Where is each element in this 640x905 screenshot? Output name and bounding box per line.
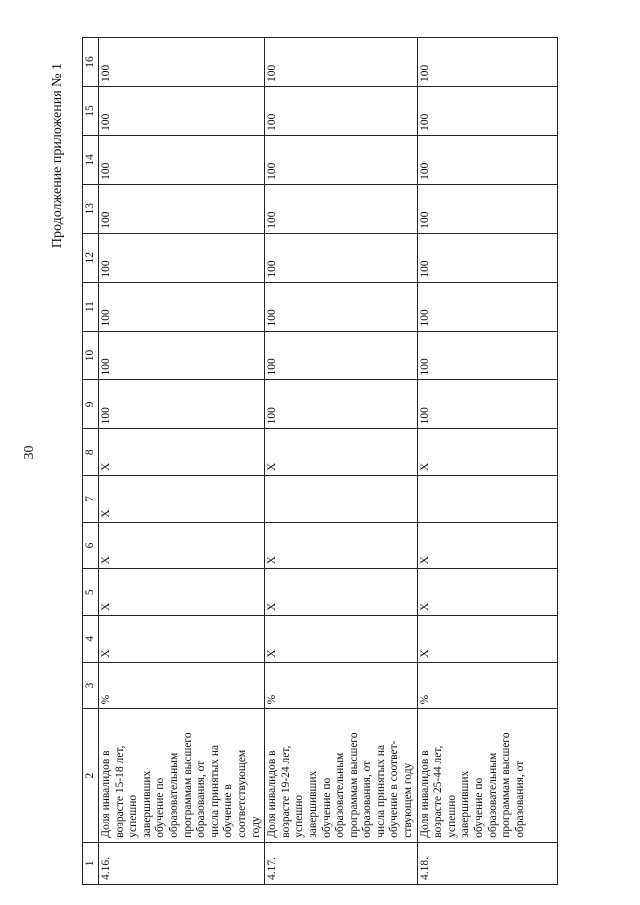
value-cell: X xyxy=(417,522,557,569)
unit-cell: % xyxy=(417,662,557,709)
indicator-description: Доля инвалидов в возрасте 25-44 лет, успешно завершивших обучение по образовательным программам высшего образования, от xyxy=(417,709,557,842)
value-cell: X xyxy=(99,429,265,476)
value-cell: 100 xyxy=(265,331,418,380)
appendix-continuation-note: Продолжение приложения № 1 xyxy=(50,63,65,249)
value-cell: 100 xyxy=(265,282,418,331)
value-cell: X xyxy=(417,569,557,616)
value-cell: 100 xyxy=(265,184,418,233)
value-cell: 100 xyxy=(417,233,557,282)
value-cell: X xyxy=(265,616,418,663)
value-cell: 100 xyxy=(417,331,557,380)
value-cell: X xyxy=(99,616,265,663)
value-cell: 100 xyxy=(99,282,265,331)
indicators-table xyxy=(82,37,558,885)
value-cell: 100 xyxy=(265,135,418,184)
value-cell: 100 xyxy=(265,38,418,87)
column-number-header-row xyxy=(83,38,99,885)
value-cell: 100 xyxy=(417,87,557,136)
value-cell: 100 xyxy=(417,184,557,233)
value-cell: 100 xyxy=(99,233,265,282)
value-cell xyxy=(265,476,418,523)
column-header: 3 xyxy=(83,662,99,709)
value-cell: X xyxy=(417,429,557,476)
value-cell: 100 xyxy=(265,380,418,429)
unit-cell: % xyxy=(99,662,265,709)
row-number: 4.18. xyxy=(417,842,557,884)
unit-cell: % xyxy=(265,662,418,709)
column-header: 11 xyxy=(83,282,99,331)
table-row xyxy=(99,38,265,885)
page-number: 30 xyxy=(22,445,37,460)
column-header: 4 xyxy=(83,616,99,663)
column-header: 14 xyxy=(83,135,99,184)
value-cell: 100 xyxy=(99,184,265,233)
value-cell: 100 xyxy=(417,380,557,429)
value-cell: 100 xyxy=(417,282,557,331)
value-cell: X xyxy=(265,522,418,569)
value-cell: X xyxy=(265,429,418,476)
value-cell: X xyxy=(99,476,265,523)
column-header: 10 xyxy=(83,331,99,380)
value-cell: 100 xyxy=(99,331,265,380)
indicator-description: Доля инвалидов в возрасте 15-18 лет, успешно завершивших обучение по образовательным программам высшего образования, от числа принятых на обучение в соответствующем году xyxy=(99,709,265,842)
value-cell: 100 xyxy=(265,87,418,136)
value-cell: 100 xyxy=(417,38,557,87)
value-cell: X xyxy=(265,569,418,616)
value-cell: 100 xyxy=(99,380,265,429)
column-header: 9 xyxy=(83,380,99,429)
column-header: 15 xyxy=(83,87,99,136)
value-cell: X xyxy=(99,569,265,616)
value-cell: X xyxy=(417,616,557,663)
value-cell: 100 xyxy=(99,135,265,184)
column-header: 13 xyxy=(83,184,99,233)
table-row xyxy=(417,38,557,885)
column-header: 6 xyxy=(83,522,99,569)
value-cell: 100 xyxy=(417,135,557,184)
column-header: 16 xyxy=(83,38,99,87)
row-number: 4.17. xyxy=(265,842,418,884)
column-header: 12 xyxy=(83,233,99,282)
table-row xyxy=(265,38,418,885)
value-cell: 100 xyxy=(265,233,418,282)
row-number: 4.16. xyxy=(99,842,265,884)
column-header: 7 xyxy=(83,476,99,523)
value-cell: 100 xyxy=(99,87,265,136)
value-cell: X xyxy=(99,522,265,569)
value-cell xyxy=(417,476,557,523)
column-header: 8 xyxy=(83,429,99,476)
column-header: 1 xyxy=(83,842,99,884)
value-cell: 100 xyxy=(99,38,265,87)
column-header: 5 xyxy=(83,569,99,616)
column-header: 2 xyxy=(83,709,99,842)
indicator-description: Доля инвалидов в возрасте 19-24 лет, успешно завершивших обучение по образовательным программам высшего образования, от числа принятых на обучение в соответ- ствующем году xyxy=(265,709,418,842)
